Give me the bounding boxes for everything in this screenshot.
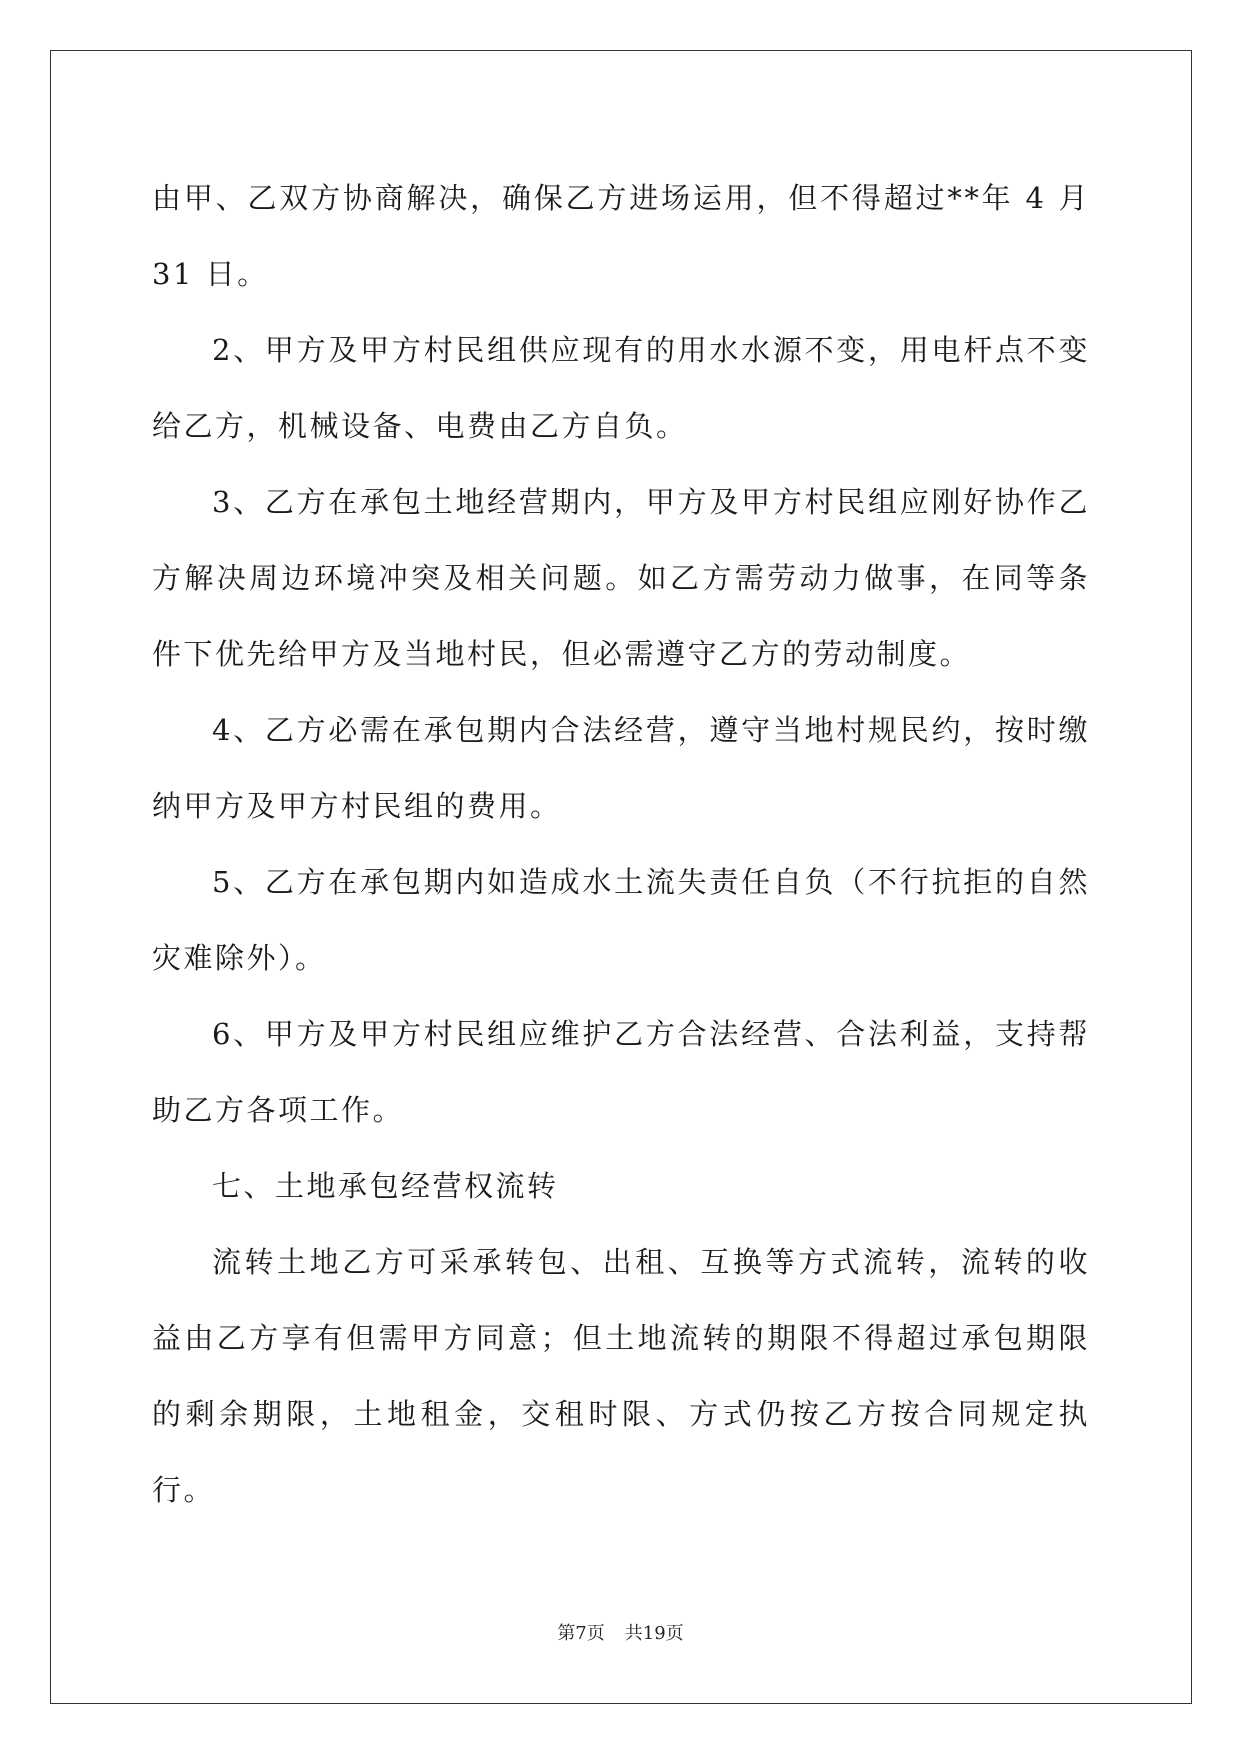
paragraph-item-5: 5、乙方在承包期内如造成水土流失责任自负（不行抗拒的自然灾难除外）。 (152, 865, 1090, 975)
page-footer (0, 1622, 1241, 1646)
document-body (152, 160, 1090, 1528)
paragraph-section-7: 流转土地乙方可采承转包、出租、互换等方式流转，流转的收益由乙方享有但需甲方同意；但土地流转的期限不得超过承包期限的剩余期限，土地租金，交租时限、方式仍按乙方按合同规定执行。 (152, 1245, 1090, 1507)
paragraph-item-4: 4、乙方必需在承包期内合法经营，遵守当地村规民约，按时缴纳甲方及甲方村民组的费用。 (152, 713, 1090, 823)
current-page-number: 第7页 (557, 1623, 605, 1644)
section-heading-7: 七、土地承包经营权流转 (212, 1169, 559, 1203)
paragraph-item-3: 3、乙方在承包土地经营期内，甲方及甲方村民组应刚好协作乙方解决周边环境冲突及相关问题。如乙方需劳动力做事，在同等条件下优先给甲方及当地村民，但必需遵守乙方的劳动制度。 (152, 485, 1090, 671)
total-page-count: 共19页 (624, 1623, 684, 1644)
paragraph-continuation: 由甲、乙双方协商解决，确保乙方进场运用，但不得超过**年 4 月 31 日。 (152, 181, 1090, 291)
paragraph-item-6: 6、甲方及甲方村民组应维护乙方合法经营、合法利益，支持帮助乙方各项工作。 (152, 1017, 1090, 1127)
paragraph-item-2: 2、甲方及甲方村民组供应现有的用水水源不变，用电杆点不变给乙方，机械设备、电费由乙方自负。 (152, 333, 1090, 443)
